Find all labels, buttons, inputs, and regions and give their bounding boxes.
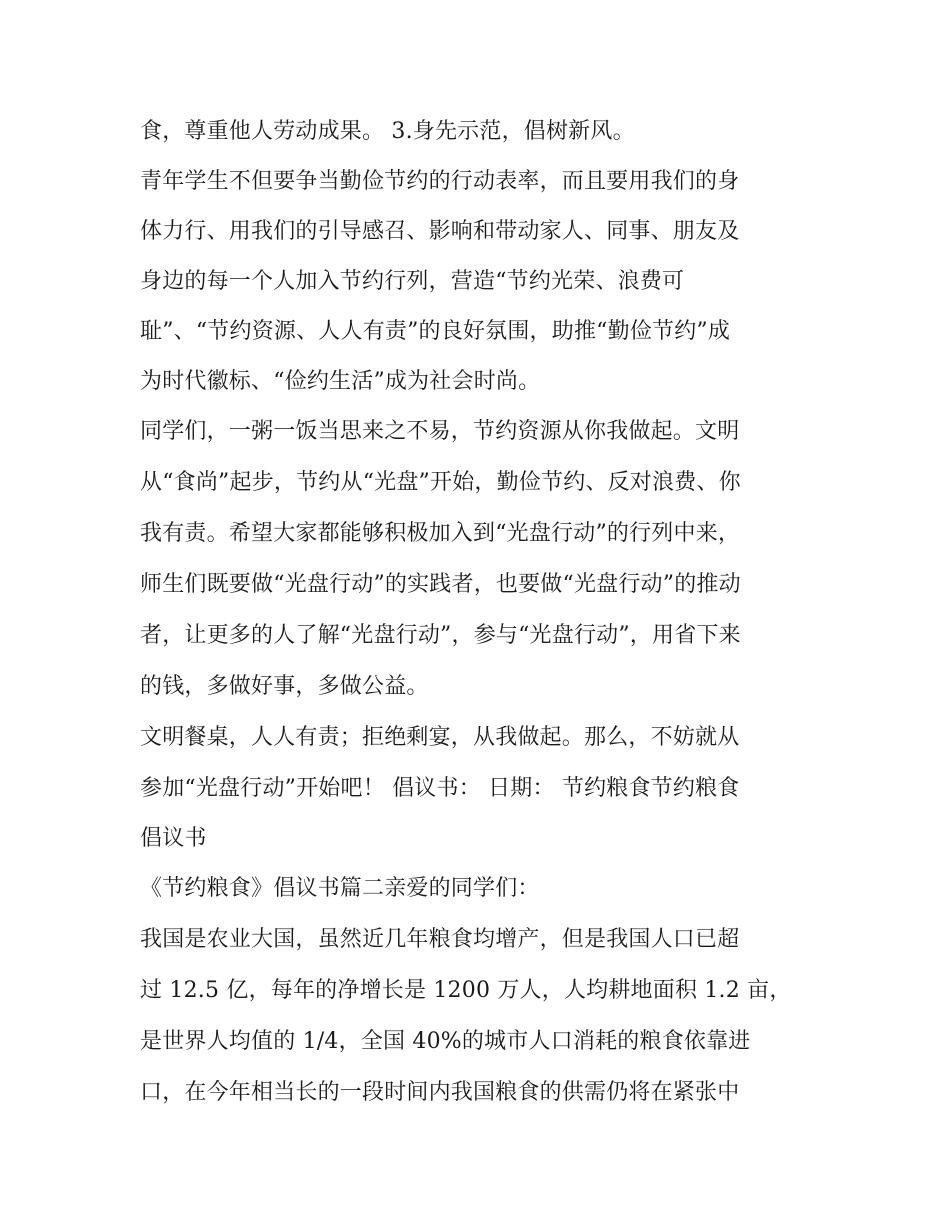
text-line: 同学们，一粥一饭当思来之不易，节约资源从你我做起。文明 <box>140 419 740 444</box>
text-line: 从“食尚”起步，节约从“光盘”开始，勤俭节约、反对浪费、你 <box>140 470 741 495</box>
text-line: 青年学生不但要争当勤俭节约的行动表率，而且要用我们的身 <box>140 169 740 194</box>
text-line: 体力行、用我们的引导感召、影响和带动家人、同事、朋友及 <box>140 219 740 244</box>
text-line: 倡议书 <box>140 826 207 851</box>
text-line: 为时代徽标、“俭约生活”成为社会时尚。 <box>140 369 541 394</box>
text-line: 者，让更多的人了解“光盘行动”，参与“光盘行动”，用省下来 <box>140 623 741 648</box>
text-line: 参加“光盘行动”开始吧！ 倡议书： 日期： 节约粮食节约粮食 <box>140 776 740 801</box>
text-line: 口，在今年相当长的一段时间内我国粮食的供需仍将在紧张中 <box>140 1080 740 1105</box>
text-line: 是世界人均值的 1/4，全国 40%的城市人口消耗的粮食依靠进 <box>140 1029 751 1054</box>
text-line: 我国是农业大国，虽然近几年粮食均增产，但是我国人口已超 <box>140 927 740 952</box>
text-line: 师生们既要做“光盘行动”的实践者，也要做“光盘行动”的推动 <box>140 572 741 597</box>
text-line: 过 12.5 亿，每年的净增长是 1200 万人，人均耕地面积 1.2 亩， <box>140 978 792 1003</box>
text-line: 我有责。希望大家都能够积极加入到“光盘行动”的行列中来， <box>140 521 741 546</box>
text-line: 《节约粮食》倡议书篇二亲爱的同学们： <box>140 876 540 901</box>
text-line: 耻”、“节约资源、人人有责”的良好氛围，助推“勤俭节约”成 <box>140 319 731 344</box>
text-line: 的钱，多做好事，多做公益。 <box>140 674 429 699</box>
text-line: 身边的每一个人加入节约行列，营造“节约光荣、浪费可 <box>140 269 685 294</box>
text-line: 食，尊重他人劳动成果。 3.身先示范，倡树新风。 <box>140 119 635 144</box>
text-line: 文明餐桌，人人有责；拒绝剩宴，从我做起。那么，不妨就从 <box>140 725 740 750</box>
